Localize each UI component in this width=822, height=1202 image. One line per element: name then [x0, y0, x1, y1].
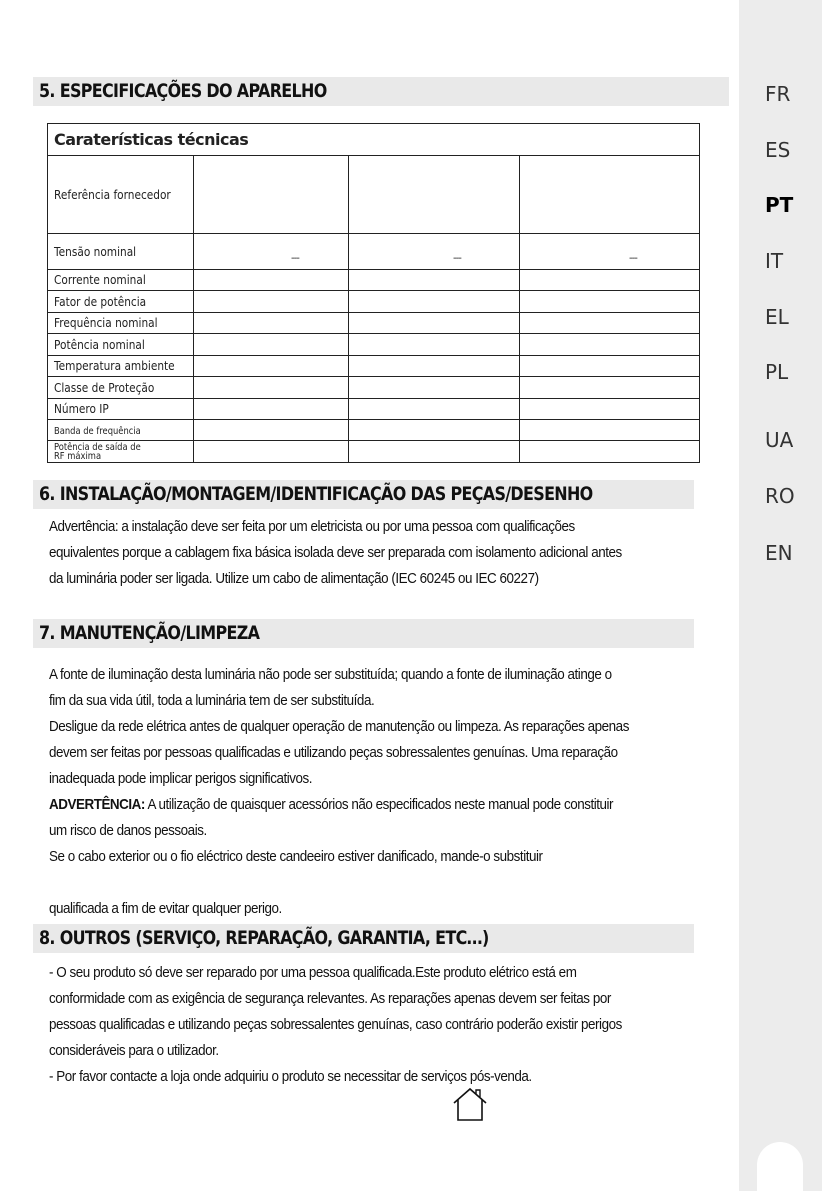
lang-el[interactable]: EL [765, 305, 789, 329]
text-line: Advertência: a instalação deve ser feita por um eletricista ou por uma pessoa com qualificações [49, 519, 575, 535]
dc-symbol: --- [453, 253, 461, 264]
section8-body [49, 960, 689, 1090]
text-line: um risco de danos pessoais. [49, 823, 207, 839]
text-line: - Por favor contacte a loja onde adquiriu o produto se necessitar de serviços pós-venda. [49, 1069, 532, 1085]
section8-header [33, 924, 694, 953]
warning-line [49, 792, 638, 818]
lang-it[interactable]: IT [765, 249, 784, 273]
warning-label: ADVERTÊNCIA: [49, 797, 145, 813]
text-line: devem ser feitas por pessoas qualificadas e utilizando peças sobressalentes genuínas. Uma reparação [49, 745, 618, 761]
section5-header [33, 77, 729, 106]
text-line: fim da sua vida útil, toda a luminária tem de ser substituída. [49, 693, 375, 709]
lang-en[interactable]: EN [765, 541, 793, 565]
text-line: conformidade com as exigência de segurança relevantes. As reparações apenas devem ser feitas por [49, 991, 611, 1007]
table-caption: Caraterísticas técnicas [48, 124, 700, 156]
lang-ro[interactable]: RO [765, 484, 795, 508]
row-label: Banda de frequência [48, 420, 194, 441]
row-label: Classe de Proteção [48, 377, 194, 399]
row-label: Referência fornecedor [48, 156, 194, 234]
lang-pt[interactable]: PT [765, 193, 794, 217]
text-line: pessoas qualificadas e utilizando peças sobressalentes genuínas, caso contrário poderão existir perigos [49, 1017, 622, 1033]
text-line: consideráveis para o utilizador. [49, 1043, 219, 1059]
row-label: Temperatura ambiente [48, 356, 194, 377]
text-line: qualificada a fim de evitar qualquer perigo. [49, 901, 282, 917]
row-label: Tensão nominal [48, 234, 194, 270]
text-line: - O seu produto só deve ser reparado por uma pessoa qualificada.Este produto elétrico está em [49, 965, 577, 981]
specs-table [47, 123, 700, 463]
language-sidebar [739, 0, 822, 1191]
row-label: Número IP [48, 399, 194, 420]
section5-title: 5. ESPECIFICAÇÕES DO APARELHO [39, 80, 327, 102]
section6-body [49, 514, 689, 592]
row-label: Corrente nominal [48, 270, 194, 291]
text-line: da luminária poder ser ligada. Utilize um cabo de alimentação (IEC 60245 ou IEC 60227) [49, 571, 539, 587]
lang-pl[interactable]: PL [765, 360, 789, 384]
section8-title: 8. OUTROS (SERVIÇO, REPARAÇÃO, GARANTIA, ETC…) [39, 927, 489, 949]
lang-ua[interactable]: UA [765, 428, 794, 452]
dc-symbol: --- [629, 253, 637, 264]
row-label: Fator de potência [48, 291, 194, 313]
text-line: A fonte de iluminação desta luminária não pode ser substituída; quando a fonte de iluminação atinge o [49, 667, 612, 683]
text-line: equivalentes porque a cablagem fixa básica isolada deve ser preparada com isolamento adicional antes [49, 545, 622, 561]
row-label: Potência de saída de RF máxima [48, 441, 194, 463]
row-label: Potência nominal [48, 334, 194, 356]
lang-es[interactable]: ES [765, 138, 791, 162]
home-icon[interactable] [452, 1086, 488, 1122]
text-line: inadequada pode implicar perigos significativos. [49, 771, 313, 787]
text-line: Se o cabo exterior ou o fio eléctrico deste candeeiro estiver danificado, mande-o substituir [49, 849, 543, 865]
row-label: Frequência nominal [48, 313, 194, 334]
section6-header [33, 480, 694, 509]
dc-symbol: --- [291, 253, 299, 264]
section6-title: 6. INSTALAÇÃO/MONTAGEM/IDENTIFICAÇÃO DAS PEÇAS/DESENHO [39, 483, 593, 505]
warning-text: A utilização de quaisquer acessórios não especificados neste manual pode constituir [144, 797, 614, 813]
section7-body [49, 662, 689, 922]
section7-title: 7. MANUTENÇÃO/LIMPEZA [39, 622, 260, 644]
page-number-tab [757, 1142, 803, 1202]
text-line: Desligue da rede elétrica antes de qualquer operação de manutenção ou limpeza. As reparações apenas [49, 719, 629, 735]
lang-fr[interactable]: FR [765, 82, 791, 106]
section7-header [33, 619, 694, 648]
